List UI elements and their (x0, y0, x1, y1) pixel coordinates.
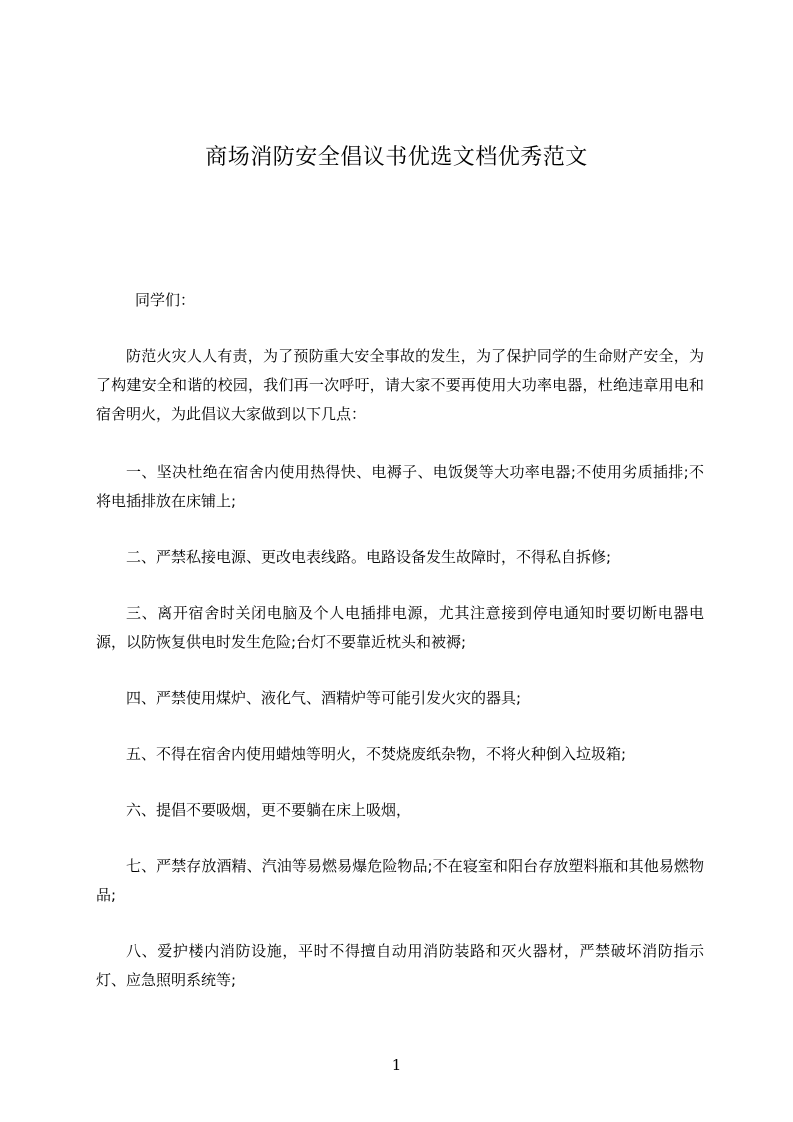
proposal-item-2: 二、严禁私接电源、更改电表线路。电路设备发生故障时，不得私自拆修; (126, 548, 612, 566)
proposal-item-6: 六、提倡不要吸烟，更不要躺在床上吸烟， (126, 801, 412, 819)
proposal-item-7: 七、严禁存放酒精、汽油等易燃易爆危险物品;不在寝室和阳台存放塑料瓶和其他易燃物品; (96, 857, 704, 904)
document-title: 商场消防安全倡议书优选文档优秀范文 (205, 145, 588, 170)
proposal-item-3: 三、离开宿舍时关闭电脑及个人电插排电源，尤其注意接到停电通知时要切断电器电源，以防恢复供电时发生危险;台灯不要靠近枕头和被褥; (96, 604, 704, 651)
proposal-item-5: 五、不得在宿舍内使用蜡烛等明火，不焚烧废纸杂物，不将火种倒入垃圾箱; (126, 745, 627, 763)
proposal-item-4: 四、严禁使用煤炉、液化气、酒精炉等可能引发火灾的器具; (126, 689, 522, 707)
proposal-item-8: 八、爱护楼内消防设施，平时不得擅自动用消防装路和灭火器材，严禁破坏消防指示灯、应急照明系统等; (96, 942, 704, 989)
page-number: 1 (391, 1056, 402, 1074)
salutation: 同学们： (135, 291, 196, 309)
document-body (96, 286, 704, 1022)
proposal-item-1: 一、坚决杜绝在宿舍内使用热得快、电褥子、电饭煲等大功率电器;不使用劣质插排;不将电插排放在床铺上; (96, 463, 704, 510)
intro-paragraph: 防范火灾人人有责，为了预防重大安全事故的发生，为了保护同学的生命财产安全，为了构建安全和谐的校园，我们再一次呼吁，请大家不要再使用大功率电器，杜绝违章用电和宿舍明火，为此倡议大家做到以下几点： (96, 347, 704, 423)
